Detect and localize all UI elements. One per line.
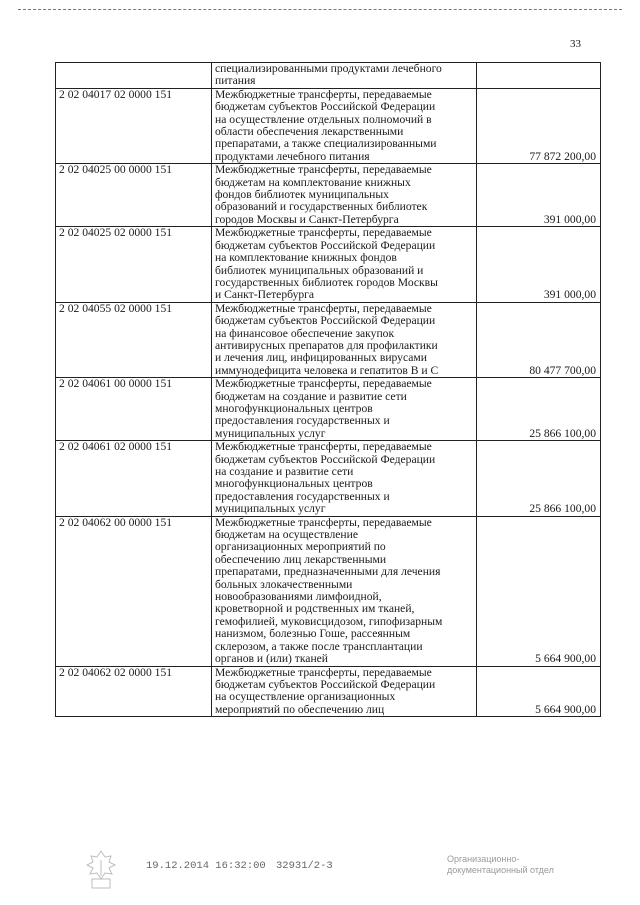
- table-body: [56, 63, 601, 717]
- amount-cell: 77 872 200,00: [477, 88, 601, 163]
- code-cell: 2 02 04017 02 0000 151: [56, 88, 212, 163]
- page-top-divider: [18, 9, 622, 10]
- code-cell: 2 02 04055 02 0000 151: [56, 302, 212, 377]
- description-cell: Межбюджетные трансферты, передаваемые бюджетам субъектов Российской Федерации на финансовое обеспечение закупок антивирусных препаратов для профилактики и лечения лиц, инфицированных вирусами иммунодефицита человека и гепатитов В и С: [212, 302, 477, 377]
- code-cell: 2 02 04062 02 0000 151: [56, 666, 212, 717]
- description-cell: Межбюджетные трансферты, передаваемые бюджетам на комплектование книжных фондов библиотек муниципальных образований и государственных библиотек городов Москвы и Санкт-Петербурга: [212, 164, 477, 227]
- code-cell: 2 02 04061 02 0000 151: [56, 441, 212, 516]
- description-cell: Межбюджетные трансферты, передаваемые бюджетам на создание и развитие сети многофункциональных центров предоставления государственных и муниципальных услуг: [212, 378, 477, 441]
- budget-table: [55, 62, 601, 717]
- amount-cell: [477, 63, 601, 89]
- code-cell: 2 02 04025 00 0000 151: [56, 164, 212, 227]
- amount-cell: 25 866 100,00: [477, 378, 601, 441]
- table-row: [56, 666, 601, 717]
- description-cell: Межбюджетные трансферты, передаваемые бюджетам на осуществление организационных мероприятий по обеспечению лиц лекарственными препаратами, предназначенными для лечения больных злокачественными новообразованиями лимфоидной, кроветворной и родственных им тканей, гемофилией, муковисцидозом, гипофизарным нанизмом, болезнью Гоше, рассеянным склерозом, а также после трансплантации органов и (или) тканей: [212, 516, 477, 666]
- amount-cell: 391 000,00: [477, 227, 601, 302]
- table-row: [56, 441, 601, 516]
- amount-cell: 5 664 900,00: [477, 666, 601, 717]
- description-cell: Межбюджетные трансферты, передаваемые бюджетам субъектов Российской Федерации на создание и развитие сети многофункциональных центров предоставления государственных и муниципальных услуг: [212, 441, 477, 516]
- code-cell: 2 02 04061 00 0000 151: [56, 378, 212, 441]
- description-cell: Межбюджетные трансферты, передаваемые бюджетам субъектов Российской Федерации на осуществление организационных мероприятий по обеспечению лиц: [212, 666, 477, 717]
- table-row: [56, 516, 601, 666]
- amount-cell: 80 477 700,00: [477, 302, 601, 377]
- amount-cell: 25 866 100,00: [477, 441, 601, 516]
- footer-timestamp: 19.12.2014 16:32:00: [146, 860, 266, 872]
- amount-cell: 5 664 900,00: [477, 516, 601, 666]
- code-cell: 2 02 04062 00 0000 151: [56, 516, 212, 666]
- description-cell: Межбюджетные трансферты, передаваемые бюджетам субъектов Российской Федерации на комплектование книжных фондов библиотек муниципальных образований и государственных библиотек городов Москвы и Санкт-Петербурга: [212, 227, 477, 302]
- code-cell: [56, 63, 212, 89]
- page-footer: [0, 848, 640, 898]
- code-cell: 2 02 04025 02 0000 151: [56, 227, 212, 302]
- description-cell: специализированными продуктами лечебного питания: [212, 63, 477, 89]
- page-number: 33: [570, 38, 581, 50]
- footer-department: [447, 854, 597, 876]
- amount-cell: 391 000,00: [477, 164, 601, 227]
- table-row: [56, 378, 601, 441]
- table-row: [56, 88, 601, 163]
- description-cell: Межбюджетные трансферты, передаваемые бюджетам субъектов Российской Федерации на осуществление отдельных полномочий в области обеспечения лекарственными препаратами, а также специализированными продуктами лечебного питания: [212, 88, 477, 163]
- emblem-stamp-icon: [78, 848, 124, 892]
- table-row: [56, 63, 601, 89]
- footer-document-number: 32931/2-3: [276, 860, 333, 872]
- footer-department-line2: документационный отдел: [447, 865, 554, 875]
- table-row: [56, 227, 601, 302]
- footer-department-line1: Организационно-: [447, 854, 520, 864]
- table-row: [56, 302, 601, 377]
- table-row: [56, 164, 601, 227]
